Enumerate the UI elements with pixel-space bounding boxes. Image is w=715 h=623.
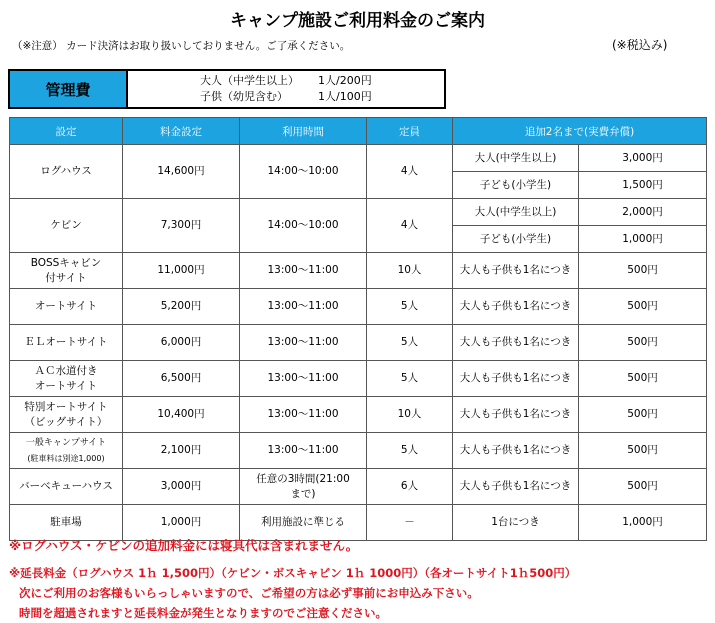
facility-time: 利用施設に準じる <box>240 505 367 541</box>
payment-notice: （※注意） カード決済はお取り扱いしておりません。ご了承ください。 <box>12 40 351 52</box>
facility-fee: 7,300円 <box>123 199 240 253</box>
facility-fee: 3,000円 <box>123 469 240 505</box>
management-fee-label: 管理費 <box>10 71 128 107</box>
facility-name: 特別オートサイト （ビッグサイト） <box>10 397 123 433</box>
facility-name: ログハウス <box>10 145 123 199</box>
extra-price: 1,000円 <box>579 505 707 541</box>
header-fee: 料金設定 <box>123 118 240 145</box>
extra-label: 子ども(小学生) <box>453 226 579 253</box>
facility-capacity: 10人 <box>367 397 453 433</box>
management-fee-box <box>8 69 446 109</box>
extra-label: 1台につき <box>453 505 579 541</box>
table-row <box>10 433 707 469</box>
extra-label: 大人も子供も1名につき <box>453 469 579 505</box>
extra-price: 500円 <box>579 289 707 325</box>
facility-time: 13:00〜11:00 <box>240 289 367 325</box>
facility-time: 14:00〜10:00 <box>240 199 367 253</box>
extra-price: 2,000円 <box>579 199 707 226</box>
extra-label: 大人も子供も1名につき <box>453 289 579 325</box>
tax-note: (※税込み) <box>612 38 668 52</box>
facility-fee: 5,200円 <box>123 289 240 325</box>
management-fee-child: 子供（幼児含む） 1人/100円 <box>200 90 372 103</box>
table-row <box>10 397 707 433</box>
extra-price: 3,000円 <box>579 145 707 172</box>
page-title: キャンプ施設ご利用料金のご案内 <box>230 11 485 31</box>
table-row <box>10 145 707 172</box>
facility-name: 駐車場 <box>10 505 123 541</box>
facility-time: 14:00〜10:00 <box>240 145 367 199</box>
facility-capacity: 4人 <box>367 145 453 199</box>
facility-capacity: 5人 <box>367 289 453 325</box>
extra-price: 500円 <box>579 325 707 361</box>
extra-label: 大人も子供も1名につき <box>453 325 579 361</box>
table-row <box>10 361 707 397</box>
overtime-note: 時間を超過されますと延長料金が発生となりますのでご注意ください。 <box>19 606 387 620</box>
extra-price: 500円 <box>579 253 707 289</box>
facility-name: ケビン <box>10 199 123 253</box>
facility-capacity: 5人 <box>367 433 453 469</box>
facility-capacity: 6人 <box>367 469 453 505</box>
facility-capacity: － <box>367 505 453 541</box>
facility-time: 任意の3時間(21:00 まで) <box>240 469 367 505</box>
extra-label: 大人も子供も1名につき <box>453 397 579 433</box>
extension-fee-note: ※延長料金（ログハウス 1ｈ 1,500円）（ケビン・ボスキャビン 1ｈ 1000円）（各オートサイト1ｈ500円） <box>9 566 577 580</box>
facility-time: 13:00〜11:00 <box>240 397 367 433</box>
management-fee-lines <box>128 71 444 107</box>
table-row <box>10 253 707 289</box>
header-time: 利用時間 <box>240 118 367 145</box>
facility-capacity: 5人 <box>367 361 453 397</box>
table-header-row <box>10 118 707 145</box>
facility-fee: 6,000円 <box>123 325 240 361</box>
facility-fee: 10,400円 <box>123 397 240 433</box>
extra-label: 大人も子供も1名につき <box>453 361 579 397</box>
extra-price: 500円 <box>579 433 707 469</box>
facility-capacity: 4人 <box>367 199 453 253</box>
extra-price: 1,000円 <box>579 226 707 253</box>
facility-fee: 14,600円 <box>123 145 240 199</box>
header-extra: 追加2名まで(実費弁償) <box>453 118 707 145</box>
extra-price: 500円 <box>579 397 707 433</box>
fee-table <box>9 117 707 541</box>
extra-label: 大人(中学生以上) <box>453 145 579 172</box>
facility-name: ＡＣ水道付き オートサイト <box>10 361 123 397</box>
facility-capacity: 5人 <box>367 325 453 361</box>
table-row <box>10 469 707 505</box>
extra-label: 子ども(小学生) <box>453 172 579 199</box>
facility-time: 13:00〜11:00 <box>240 361 367 397</box>
facility-name: 一般キャンプサイト (駐車料は別途1,000) <box>10 433 123 469</box>
extra-price: 500円 <box>579 469 707 505</box>
facility-time: 13:00〜11:00 <box>240 325 367 361</box>
facility-time: 13:00〜11:00 <box>240 253 367 289</box>
facility-name: ＥＬオートサイト <box>10 325 123 361</box>
extra-price: 500円 <box>579 361 707 397</box>
table-row <box>10 289 707 325</box>
extra-label: 大人も子供も1名につき <box>453 253 579 289</box>
facility-name: BOSSキャビン 付サイト <box>10 253 123 289</box>
facility-name: オートサイト <box>10 289 123 325</box>
header-capacity: 定員 <box>367 118 453 145</box>
advance-booking-note: 次にご利用のお客様もいらっしゃいますので、ご希望の方は必ず事前にお申込み下さい。 <box>19 586 479 600</box>
facility-time: 13:00〜11:00 <box>240 433 367 469</box>
facility-fee: 1,000円 <box>123 505 240 541</box>
header-setting: 設定 <box>10 118 123 145</box>
bedding-note: ※ログハウス・ケビンの追加料金には寝具代は含まれません。 <box>9 538 359 553</box>
table-row <box>10 199 707 226</box>
facility-capacity: 10人 <box>367 253 453 289</box>
extra-label: 大人も子供も1名につき <box>453 433 579 469</box>
table-row <box>10 325 707 361</box>
extra-price: 1,500円 <box>579 172 707 199</box>
facility-fee: 11,000円 <box>123 253 240 289</box>
extra-label: 大人(中学生以上) <box>453 199 579 226</box>
facility-fee: 6,500円 <box>123 361 240 397</box>
management-fee-adult: 大人（中学生以上） 1人/200円 <box>200 74 372 87</box>
facility-fee: 2,100円 <box>123 433 240 469</box>
facility-name: バーベキューハウス <box>10 469 123 505</box>
